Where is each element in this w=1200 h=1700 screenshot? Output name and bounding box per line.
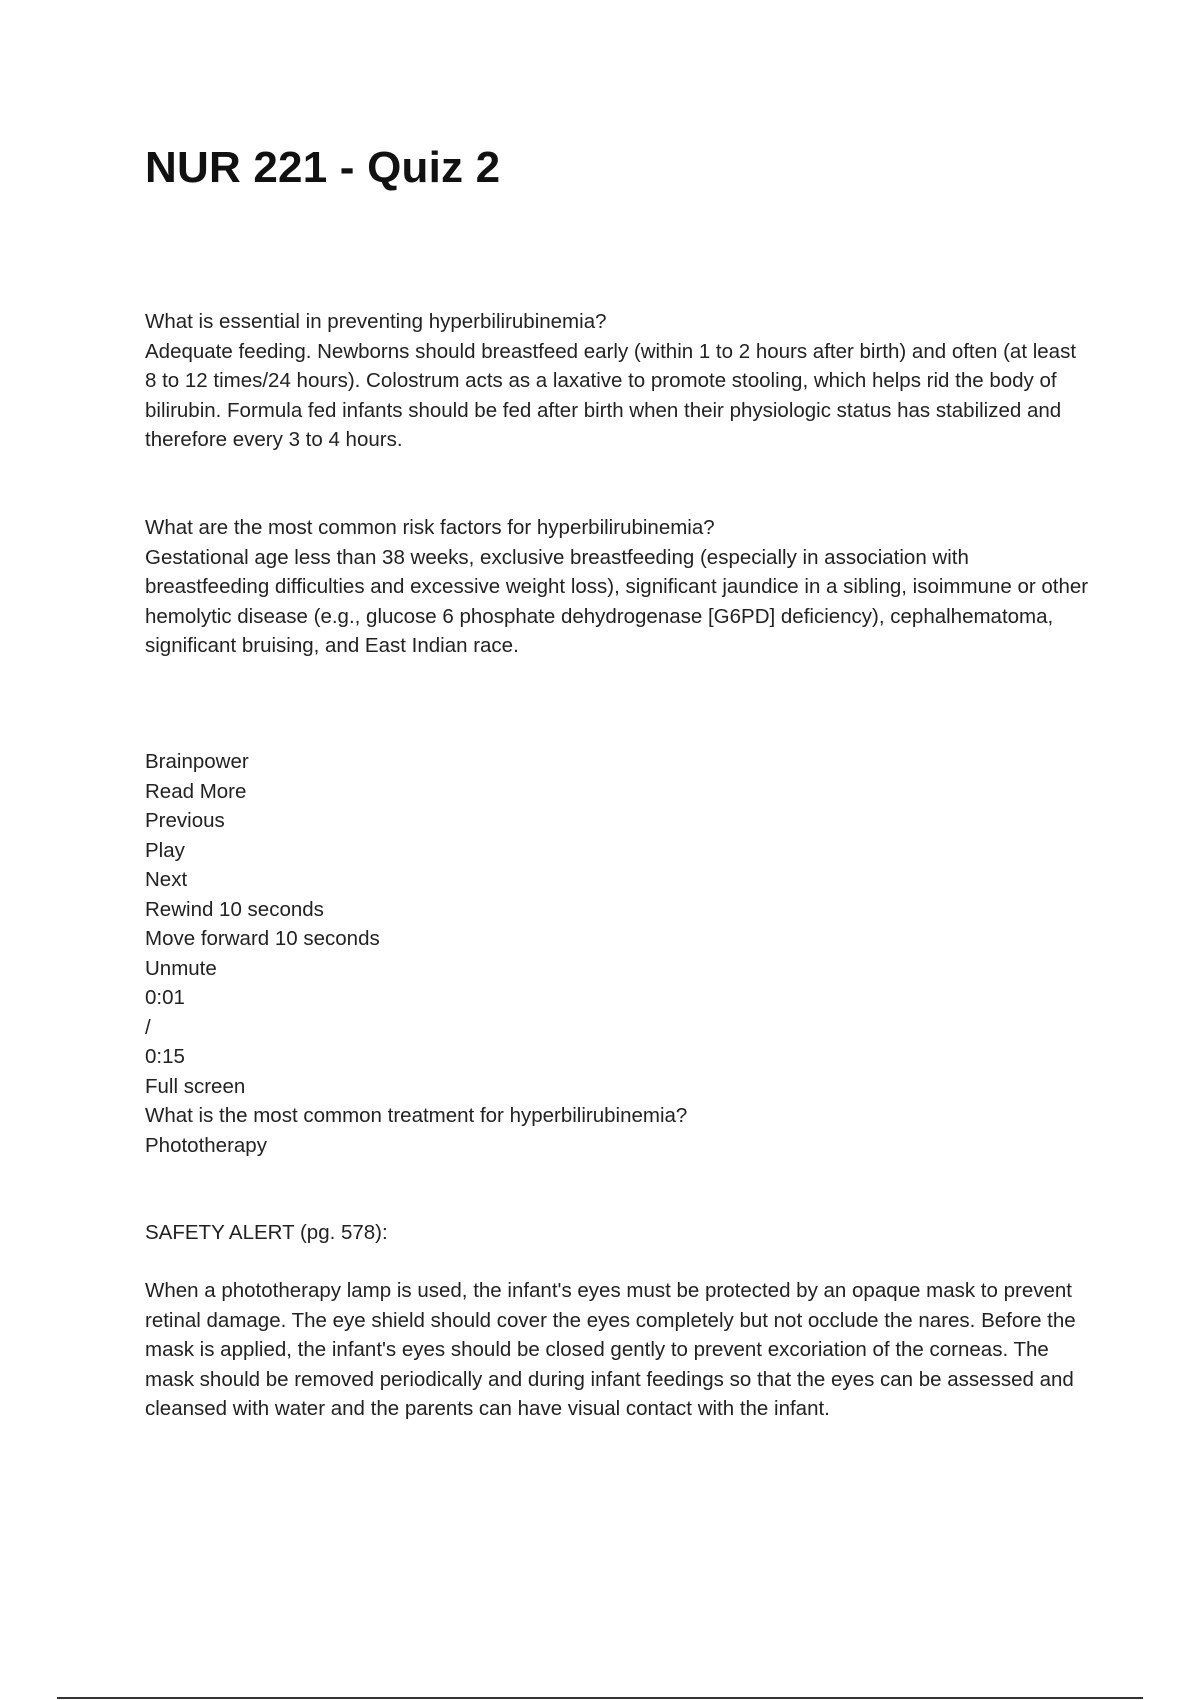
qa-block-2 <box>145 513 1090 661</box>
safety-alert-body <box>145 1276 1090 1424</box>
footer-divider <box>57 1697 1143 1699</box>
next-button[interactable]: Next <box>145 868 188 891</box>
fullscreen-button[interactable]: Full screen <box>145 1074 246 1098</box>
media-player-text <box>145 747 1090 1160</box>
forward-button[interactable]: Move forward 10 seconds <box>145 927 380 950</box>
read-more-link[interactable]: Read More <box>145 779 247 803</box>
safety-alert-heading <box>145 1218 1090 1248</box>
question-text: What is the most common treatment for hyperbilirubinemia? <box>145 1104 688 1127</box>
safety-body-text: When a phototherapy lamp is used, the infant's eyes must be protected by an opaque mask to prevent retinal damage. The eye shield should cover the eyes completely but not occlude the nares. Before the mask is applied, the infant's eyes should be closed gently to prevent excoriation of the corneas. The mask should be removed periodically and during infant feedings so that the eyes can be assessed and cleansed with water and the parents can have visual contact with the infant. <box>145 1279 1076 1420</box>
duration: 0:15 <box>145 1045 185 1068</box>
answer-text: Adequate feeding. Newborns should breastfeed early (within 1 to 2 hours after birth) and often (at least 8 to 12 times/24 hours). Colostrum acts as a laxative to promote stooling, which helps rid the body of bilirubin. Formula fed infants should be fed after birth when their physiologic status has stabilized and therefore every 3 to 4 hours. <box>145 339 1077 451</box>
page-title: NUR 221 - Quiz 2 <box>145 143 501 192</box>
play-button[interactable]: Play <box>145 838 185 862</box>
answer-text: Phototherapy <box>145 1133 267 1157</box>
unmute-button[interactable]: Unmute <box>145 956 217 980</box>
rewind-button[interactable]: Rewind 10 seconds <box>145 897 324 921</box>
qa-block-1 <box>145 307 1090 455</box>
question-text: What is essential in preventing hyperbilirubinemia? <box>145 310 607 333</box>
previous-button[interactable]: Previous <box>145 809 225 832</box>
current-time: 0:01 <box>145 986 185 1009</box>
brainpower-label: Brainpower <box>145 750 249 773</box>
question-text: What are the most common risk factors for hyperbilirubinemia? <box>145 516 715 539</box>
safety-heading-text: SAFETY ALERT (pg. 578): <box>145 1221 388 1244</box>
time-separator: / <box>145 1015 151 1039</box>
answer-text: Gestational age less than 38 weeks, exclusive breastfeeding (especially in association with breastfeeding difficulties and excessive weight loss), significant jaundice in a sibling, isoimmune or other hemolytic disease (e.g., glucose 6 phosphate dehydrogenase [G6PD] deficiency), cephalhematoma, significant bruising, and East Indian race. <box>145 545 1089 657</box>
